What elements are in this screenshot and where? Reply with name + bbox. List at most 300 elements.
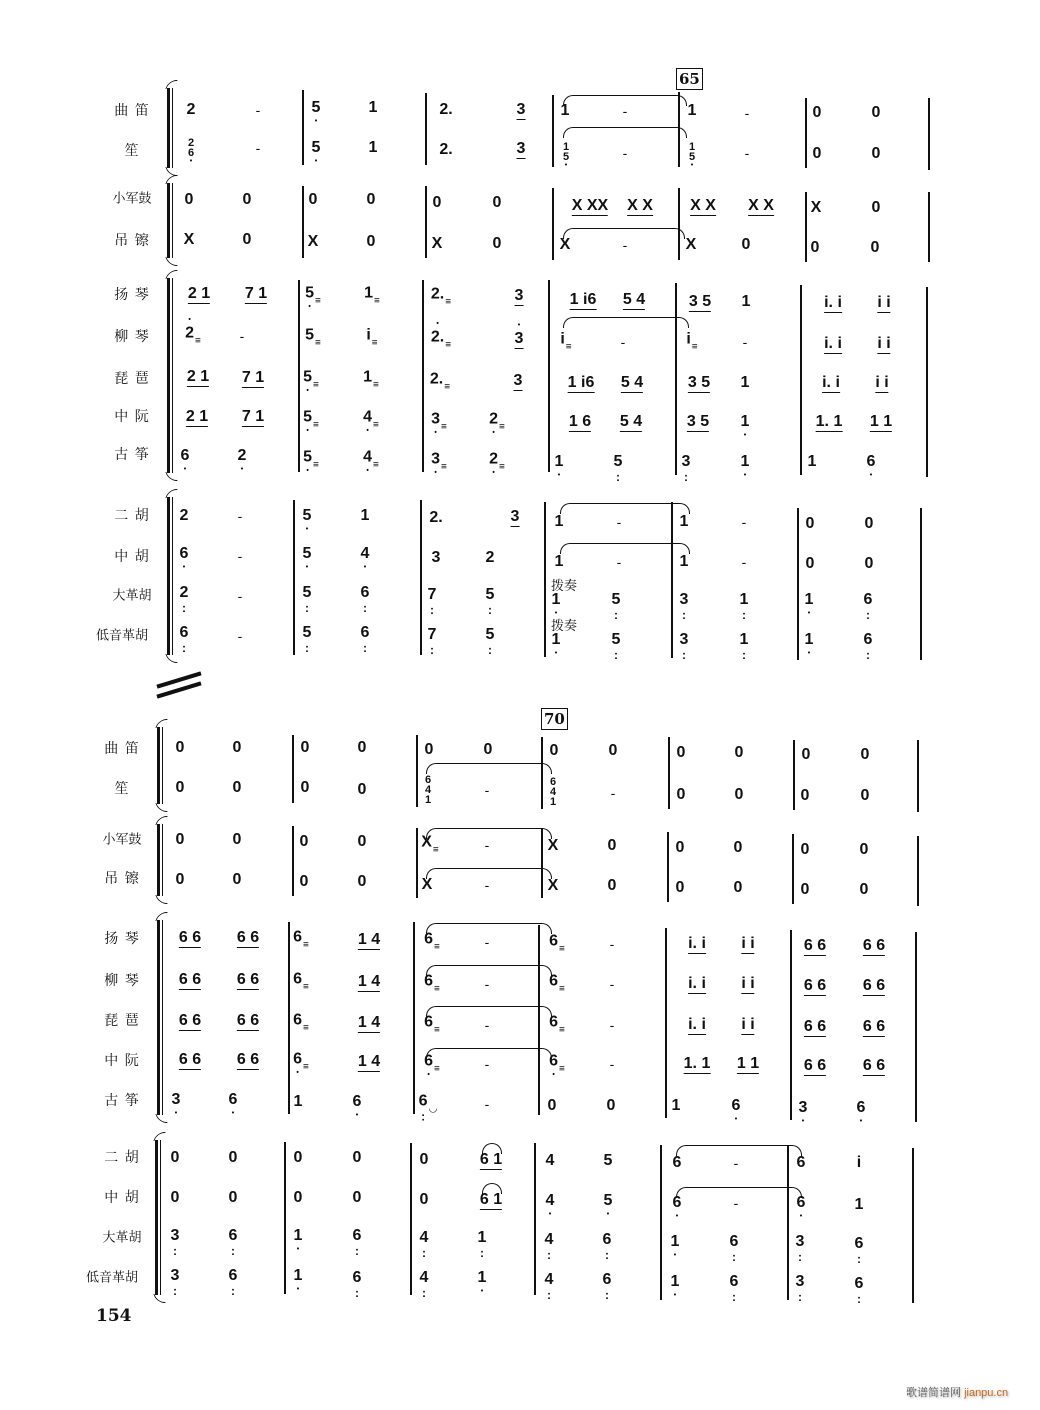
note: 0 — [864, 515, 874, 532]
note: 6 : — [180, 625, 189, 641]
barline — [915, 932, 917, 1122]
note-group: i. i — [824, 294, 842, 311]
note: 1 — [554, 513, 564, 530]
note: 6 $:_◡$ — [419, 1094, 438, 1115]
note: 0 — [242, 231, 252, 248]
instrument-label-zhongruan: 中 阮 — [104, 1053, 140, 1069]
note: X X — [627, 197, 653, 214]
dash: - — [609, 1017, 615, 1033]
dash: - — [744, 105, 750, 121]
note: 0 — [870, 239, 880, 256]
note-group: 6 6 — [236, 929, 260, 946]
note: 0 — [419, 1151, 429, 1168]
note: 6 $•_\equiv$ — [424, 1054, 440, 1075]
barline — [792, 834, 794, 904]
note: 0 — [676, 786, 686, 803]
note: 0 — [175, 779, 185, 796]
note-group: 2 1 — [185, 408, 209, 425]
tie — [426, 965, 552, 976]
note: 6 — [796, 1154, 806, 1171]
note: 0 — [366, 191, 376, 208]
dash: - — [484, 1056, 490, 1072]
note: $X_\equiv$ — [421, 833, 439, 856]
note: 1 — [740, 374, 750, 391]
note: $2._\equiv$ — [430, 285, 452, 308]
dash: - — [484, 976, 490, 992]
instrument-label-yangqin: 扬 琴 — [114, 287, 150, 303]
note: 6 : — [229, 1268, 238, 1284]
note: 0 — [432, 194, 442, 211]
instrument-label-diyingehu: 低音革胡 — [85, 1270, 138, 1286]
note-group: 5 4 — [622, 291, 646, 308]
dash: - — [237, 628, 243, 644]
instrument-label-yangqin: 扬 琴 — [104, 931, 140, 947]
note-group: 1. 1 — [815, 413, 843, 430]
instrument-label-qudi: 曲 笛 — [104, 741, 140, 757]
note-group: 6 6 — [803, 977, 827, 994]
note: 0 — [300, 779, 310, 796]
note: X — [431, 235, 443, 252]
note: X — [559, 236, 571, 253]
note: 7 : — [428, 627, 437, 643]
tie — [426, 923, 552, 934]
note: 7 : — [428, 587, 437, 603]
note: X — [183, 231, 195, 248]
dash: - — [733, 1195, 739, 1211]
note-group: 6 1 — [479, 1191, 503, 1208]
instrument-label-erhu: 二 胡 — [104, 1150, 140, 1166]
note: 4 — [545, 1152, 555, 1169]
pizz-marking: 拨奏 — [551, 619, 578, 634]
note: 6 : — [353, 1228, 362, 1244]
note: 6 : — [864, 632, 873, 648]
note: 0 — [357, 873, 367, 890]
note: 0 — [300, 739, 310, 756]
note: 0 — [352, 1149, 362, 1166]
note-group: 1 4 — [357, 973, 381, 990]
note: 3 : — [171, 1228, 180, 1244]
note: 0 — [871, 104, 881, 121]
dash: - — [255, 102, 261, 118]
note: 3 : — [171, 1268, 180, 1284]
instrument-label-zhonghu: 中 胡 — [114, 549, 150, 565]
note: 0 — [675, 839, 685, 856]
note: $1_\equiv$ — [363, 368, 379, 391]
instrument-label-zhonghu: 中 胡 — [104, 1190, 140, 1206]
note: 5 • — [604, 1193, 613, 1209]
note: 0 — [810, 239, 820, 256]
note-group: 6 6 — [178, 971, 202, 988]
chord: 1 5 • — [563, 138, 569, 162]
note: 1 — [671, 1097, 681, 1114]
note: 0 — [800, 881, 810, 898]
note-group: 1 4 — [357, 931, 381, 948]
note: 5 • — [303, 546, 312, 562]
note: • $2_\equiv$ — [185, 326, 201, 347]
note: X — [685, 236, 697, 253]
note: 1 • — [555, 454, 564, 470]
note-group: 1 1 — [736, 1055, 760, 1072]
note: 5 : — [303, 625, 312, 641]
dash: - — [609, 976, 615, 992]
dash: - — [742, 334, 748, 350]
note: 0 — [357, 781, 367, 798]
note: 3 : — [680, 632, 689, 648]
note: X — [810, 199, 822, 216]
instrument-label-snare: 小军鼓 — [102, 832, 142, 848]
note: 3 $•_\equiv$ — [431, 452, 447, 473]
dash: - — [622, 237, 628, 253]
note: 0 — [675, 879, 685, 896]
note: 4 : — [545, 1272, 554, 1288]
instrument-label-sheng: 笙 — [124, 143, 140, 159]
note: 6 • — [732, 1098, 741, 1114]
note: 0 — [242, 191, 252, 208]
note: 0 — [805, 555, 815, 572]
bracket-bowed — [155, 1140, 161, 1295]
dash: - — [609, 936, 615, 952]
note-group: 5 4 — [619, 413, 643, 430]
note: 0 — [184, 191, 194, 208]
instrument-label-cymbal: 吊 镲 — [114, 233, 150, 249]
note-group: i. i — [688, 975, 706, 992]
note: 1 — [554, 553, 564, 570]
note-group: 1 i6 — [569, 291, 597, 308]
dash: - — [744, 145, 750, 161]
note: 3 • — [799, 1100, 808, 1116]
instrument-label-cymbal: 吊 镲 — [104, 871, 140, 887]
note-group: 7 1 — [241, 369, 265, 386]
note: 0 — [175, 831, 185, 848]
note-group: i i — [741, 1016, 755, 1033]
barline — [668, 737, 670, 809]
note: 3 : — [680, 592, 689, 608]
note: 3 $•_\equiv$ — [431, 412, 447, 433]
note-group: 3 5 — [687, 374, 711, 391]
instrument-label-qudi: 曲 笛 — [114, 103, 150, 119]
note: 5 • — [312, 140, 321, 156]
barline — [917, 836, 919, 906]
dash: - — [239, 328, 245, 344]
note: 1 • — [741, 414, 750, 430]
note: 0 — [733, 879, 743, 896]
note-group: 1 1 — [869, 413, 893, 430]
note: 1 • — [294, 1228, 303, 1244]
note-group: i. i — [824, 335, 842, 352]
note: 5 — [603, 1152, 613, 1169]
rehearsal-mark-65: 65 — [676, 68, 703, 90]
note: 0 — [228, 1149, 238, 1166]
note: 6 : — [855, 1276, 864, 1292]
note-group: 6 6 — [862, 1057, 886, 1074]
note: 1 — [807, 453, 817, 470]
note: 4 : — [420, 1270, 429, 1286]
instrument-label-dagehu: 大革胡 — [102, 1230, 142, 1246]
instrument-label-zhongruan: 中 阮 — [114, 409, 150, 425]
note: 0 — [734, 786, 744, 803]
note: 1 • — [671, 1234, 680, 1250]
note: 1 • — [805, 592, 814, 608]
note: 0 — [606, 1097, 616, 1114]
note: $6_\equiv$ — [424, 1013, 440, 1036]
barline — [410, 1143, 412, 1295]
note-group: 2 1 — [187, 285, 211, 302]
note: 0 — [801, 746, 811, 763]
note: 1 — [854, 1196, 864, 1213]
page-number: 154 — [96, 1306, 132, 1326]
note: $i_\equiv$ — [560, 330, 572, 353]
note-group: 6 6 — [178, 1012, 202, 1029]
note: 0 — [608, 742, 618, 759]
note: $6_\equiv$ — [293, 1011, 309, 1034]
note: 4 : — [545, 1232, 554, 1248]
note: X X — [748, 197, 774, 214]
note: 3 — [431, 549, 441, 566]
note: 3 — [516, 140, 526, 157]
note: 2 $•_\equiv$ — [489, 452, 505, 473]
note: • $2._\equiv$ — [431, 330, 451, 351]
note: 0 — [859, 841, 869, 858]
note: 1 — [679, 553, 689, 570]
dash: - — [616, 554, 622, 570]
note: 6 • — [353, 1094, 362, 1110]
chord: 6 4 1 — [424, 774, 432, 806]
note: 3 : — [796, 1274, 805, 1290]
note: 1 — [687, 102, 697, 119]
note: 5 $•_\equiv$ — [303, 410, 319, 431]
note: $6_\equiv$ — [293, 928, 309, 951]
instrument-label-sheng: 笙 — [114, 781, 130, 797]
note: 5 $•_\equiv$ — [303, 370, 319, 391]
barline — [667, 832, 669, 902]
note: 1 : — [478, 1230, 487, 1246]
note: 6 — [672, 1154, 682, 1171]
note: 6 : — [361, 585, 370, 601]
note: 6 : — [730, 1234, 739, 1250]
note: 0 — [607, 877, 617, 894]
barline — [917, 740, 919, 812]
note-group: i. i — [688, 935, 706, 952]
dash: - — [741, 554, 747, 570]
note: 0 — [871, 145, 881, 162]
note: 0 — [800, 841, 810, 858]
note-group: 6 6 — [862, 937, 886, 954]
note-group: i. i — [688, 1016, 706, 1033]
watermark-domain: jianpu.cn — [964, 1387, 1009, 1399]
note-group: i i — [875, 374, 889, 391]
note: 0 — [492, 194, 502, 211]
note: 3 — [510, 508, 520, 525]
note: 6 • — [673, 1195, 682, 1211]
dash: - — [609, 1056, 615, 1072]
note: 6 : — [361, 625, 370, 641]
note: 6 : — [864, 592, 873, 608]
note: 2 — [179, 507, 189, 524]
note: 0 — [733, 839, 743, 856]
note: 2 — [485, 549, 495, 566]
chord: 6 4 1 — [549, 776, 557, 808]
note-group: i i — [741, 935, 755, 952]
dash: - — [733, 1155, 739, 1171]
note: 6 • — [857, 1100, 866, 1116]
barline — [790, 930, 792, 1120]
note: 1 • — [552, 592, 561, 608]
bracket-percussion — [157, 824, 163, 896]
pizz-marking: 拨奏 — [551, 579, 578, 594]
note: 3 : — [796, 1234, 805, 1250]
tie — [676, 1187, 802, 1198]
note: 0 — [352, 1189, 362, 1206]
note: 2 : — [180, 585, 189, 601]
note-group: 6 6 — [803, 1057, 827, 1074]
note: $5_\equiv$ — [305, 326, 321, 349]
note: 6 • — [229, 1092, 238, 1108]
note: 3 — [513, 372, 523, 389]
chord: 1 5 • — [689, 138, 695, 162]
dash: - — [255, 140, 261, 156]
barline — [292, 735, 294, 803]
note: 6 : — [353, 1270, 362, 1286]
note-group: i i — [741, 975, 755, 992]
note-group: 5 4 — [620, 374, 644, 391]
note: 2. — [439, 141, 453, 158]
note: 5 : — [486, 627, 495, 643]
note: 1 : — [740, 592, 749, 608]
note: 0 — [232, 871, 242, 888]
note: 0 — [607, 837, 617, 854]
note-group: 3 5 — [688, 293, 712, 310]
instrument-label-diyingehu: 低音革胡 — [95, 628, 148, 644]
barline — [416, 828, 418, 898]
note-group: 6 6 — [236, 971, 260, 988]
note: 0 — [170, 1189, 180, 1206]
note: 6 : — [730, 1274, 739, 1290]
note: 4 • — [546, 1193, 555, 1209]
note: 4 $•_\equiv$ — [363, 410, 379, 431]
note: X — [547, 877, 559, 894]
note: 5 : — [612, 592, 621, 608]
note: 1 — [560, 102, 570, 119]
note: 3 — [516, 101, 526, 118]
note-group: 6 6 — [178, 929, 202, 946]
note: 5 $•_\equiv$ — [305, 286, 321, 307]
instrument-label-guzheng: 古 筝 — [114, 447, 150, 463]
note-group: 2 1 — [186, 368, 210, 385]
note: 0 — [357, 833, 367, 850]
note: 5 : — [612, 632, 621, 648]
note-group: i i — [877, 335, 891, 352]
note: X — [421, 876, 433, 893]
note: 0 — [483, 741, 493, 758]
note: 6 • — [180, 546, 189, 562]
barline — [660, 1145, 662, 1300]
note: 6 : — [855, 1236, 864, 1252]
tie — [426, 763, 552, 774]
dash: - — [484, 1017, 490, 1033]
bracket-plucked — [157, 920, 163, 1115]
note: 2 $•_\equiv$ — [489, 412, 505, 433]
note: 0 — [232, 831, 242, 848]
instrument-label-liuqin: 柳 琴 — [104, 973, 140, 989]
note: 0 — [734, 744, 744, 761]
dash: - — [622, 145, 628, 161]
note: i — [856, 1154, 862, 1171]
barline — [665, 928, 667, 1118]
note: 1 • — [741, 454, 750, 470]
note: 5 • — [303, 508, 312, 524]
note: 0 — [228, 1189, 238, 1206]
note: 3 : — [682, 454, 691, 470]
note: 0 — [293, 1149, 303, 1166]
note: 1 — [679, 513, 689, 530]
note: • 3 — [515, 331, 524, 349]
note: $1_\equiv$ — [364, 284, 380, 307]
instrument-label-snare: 小军鼓 — [112, 191, 152, 207]
note: 0 — [232, 779, 242, 796]
note: 6 • — [797, 1195, 806, 1211]
note: 1 — [360, 507, 370, 524]
note: X X — [690, 197, 716, 214]
note: 0 — [547, 1097, 557, 1114]
note: 6 $•_\equiv$ — [293, 1052, 309, 1073]
note: 0 — [299, 833, 309, 850]
dash: - — [237, 588, 243, 604]
barline — [787, 1145, 789, 1300]
instrument-label-pipa: 琵 琶 — [104, 1013, 140, 1029]
bracket-winds — [157, 727, 163, 804]
note: 5 $•_\equiv$ — [303, 450, 319, 471]
note-group: 6 6 — [803, 1018, 827, 1035]
note: 0 — [308, 191, 318, 208]
note: 0 — [860, 787, 870, 804]
note-group: 7 1 — [244, 285, 268, 302]
dash: - — [620, 334, 626, 350]
dash: - — [622, 103, 628, 119]
dash: - — [610, 785, 616, 801]
note: 0 — [676, 744, 686, 761]
note-group: 6 6 — [178, 1051, 202, 1068]
note: 0 — [232, 739, 242, 756]
note: X — [547, 837, 559, 854]
barline — [413, 922, 415, 1114]
note: $6_\equiv$ — [549, 932, 565, 955]
note: 4 : — [420, 1230, 429, 1246]
note: 2. — [429, 509, 443, 526]
dash: - — [484, 877, 490, 893]
note-group: 1 4 — [357, 1053, 381, 1070]
note: 5 • — [312, 100, 321, 116]
instrument-label-erhu: 二 胡 — [114, 508, 150, 524]
note: 4 $•_\equiv$ — [363, 450, 379, 471]
note: 1 • — [552, 632, 561, 648]
note: 5 : — [614, 454, 623, 470]
note: X — [307, 233, 319, 250]
barline — [538, 925, 540, 1115]
note: 0 — [299, 873, 309, 890]
note: 6 • — [181, 448, 190, 464]
note: 3 • — [172, 1092, 181, 1108]
barline — [912, 1148, 914, 1303]
note: 0 — [871, 199, 881, 216]
watermark — [906, 1384, 1008, 1400]
note: 0 — [812, 145, 822, 162]
note: 6 : — [603, 1232, 612, 1248]
tie — [676, 1145, 802, 1156]
note: $i_\equiv$ — [686, 330, 698, 353]
note: 0 — [860, 746, 870, 763]
note: 0 — [175, 739, 185, 756]
dash: - — [616, 514, 622, 530]
